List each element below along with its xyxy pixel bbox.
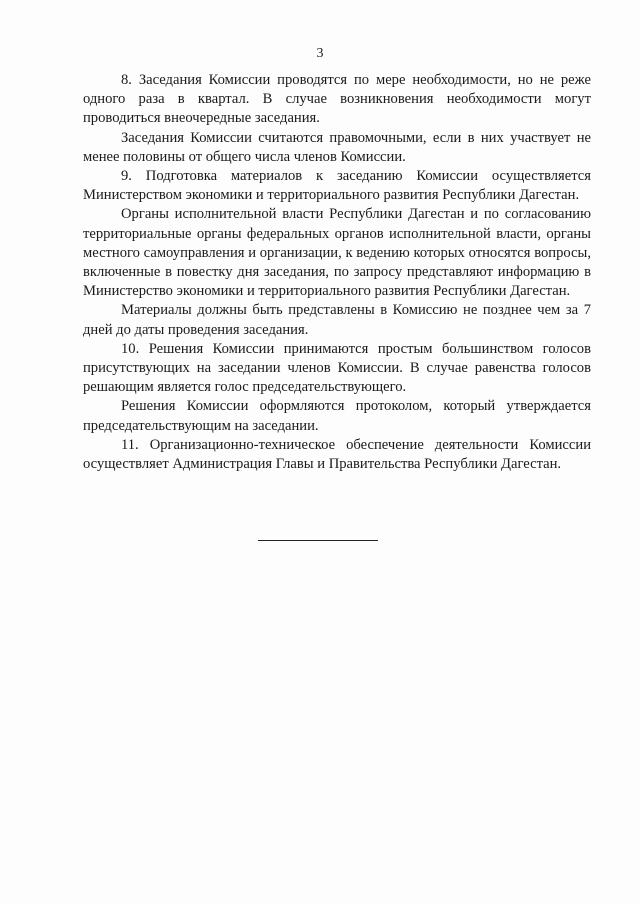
closing-divider-line <box>258 540 378 541</box>
paragraph-quorum: Заседания Комиссии считаются правомочными, если в них участвует не менее половины от общего числа членов Комиссии. <box>83 129 591 165</box>
paragraph-protocol: Решения Комиссии оформляются протоколом, который утверждается председательствующим на заседании. <box>83 398 591 434</box>
paragraph-9-preparation: 9. Подготовка материалов к заседанию Комиссии осуществляется Министерством экономики и территориального развития Республики Дагестан. <box>83 168 591 204</box>
paragraph-8-meetings: 8. Заседания Комиссии проводятся по мере необходимости, но не реже одного раза в квартал. В случае возникновения необходимости могут проводиться внеочередные заседания. <box>83 72 591 127</box>
paragraph-11-support: 11. Организационно-техническое обеспечение деятельности Комиссии осуществляет Администрация Главы и Правительства Республики Дагестан. <box>83 436 591 473</box>
paragraph-10-decisions: 10. Решения Комиссии принимаются простым большинством голосов присутствующих на заседании членов Комиссии. В случае равенства голосов решающим является голос председательствующего. <box>83 340 591 396</box>
paragraph-executive-bodies: Органы исполнительной власти Республики Дагестан и по согласованию территориальные органы федеральных органов исполнительной власти, органы местного самоуправления и организации, к ведению которых относятся вопросы, включенные в повестку дня заседания, по запросу представляют информацию в Министерство экономики и территориального развития Республики Дагестан. <box>83 206 591 300</box>
page-number: 3 <box>316 46 324 61</box>
paragraph-materials-deadline: Материалы должны быть представлены в Комиссию не позднее чем за 7 дней до даты проведения заседания. <box>83 302 591 338</box>
document-body <box>83 71 591 474</box>
